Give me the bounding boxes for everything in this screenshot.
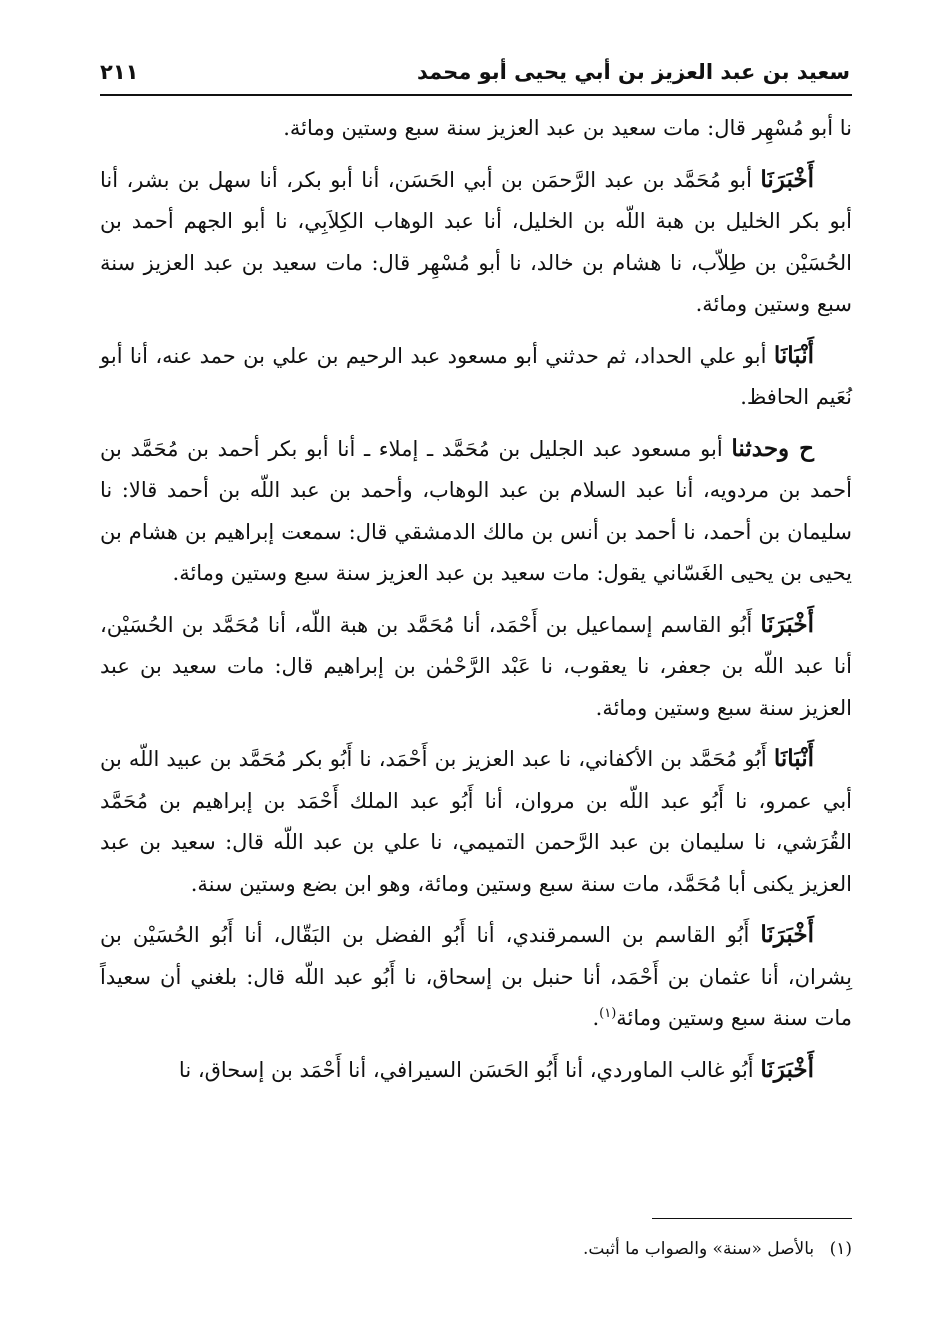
paragraph-text: أَبُو القاسم إسماعيل بن أَحْمَد، أنا مُحَمَّد بن هبة اللّه، أنا مُحَمَّد بن الحُسَيْن، أنا عبد اللّه بن جعفر، نا يعقوب، نا عَبْد الرَّحْمٰن بن إبراهيم قال: مات سعيد بن عبد العزيز سنة سبع وستين ومائة.	[100, 612, 852, 720]
footnote	[100, 1234, 852, 1264]
main-text	[100, 108, 852, 1100]
footnote-marker: (١)	[829, 1239, 852, 1259]
narration-keyword: أَنْبَانَا	[773, 341, 814, 369]
running-title: سعيد بن عبد العزيز بن أبي يحيى أبو محمد	[416, 60, 850, 84]
narration-keyword: أَنْبَانَا	[773, 745, 814, 772]
paragraph-7	[100, 914, 852, 1040]
narration-keyword: أَخْبَرَنَا	[760, 165, 814, 193]
narration-keyword: أَخْبَرَنَا	[760, 921, 814, 948]
paragraph-text: أَبُو مُحَمَّد بن الأكفاني، نا عبد العزيز بن أَحْمَد، نا أَبُو بكر مُحَمَّد بن عبيد اللّه بن أبي عمرو، نا أَبُو عبد اللّه بن مروان، أنا أَبُو عبد الملك أَحْمَد بن إبراهيم بن مُحَمَّد القُرَشي، نا سليمان بن عبد الرَّحمن التميمي، نا علي بن عبد اللّه قال: سعيد بن عبد العزيز يكنى أبا مُحَمَّد، مات سنة سبع وستين ومائة، وهو ابن بضع وستين سنة.	[100, 747, 852, 896]
paragraph-3	[100, 335, 852, 419]
footnote-rule	[652, 1218, 852, 1219]
paragraph-text: نا أبو مُسْهِر قال: مات سعيد بن عبد العزيز سنة سبع وستين ومائة.	[283, 116, 852, 140]
paragraph-text: أَبُو القاسم بن السمرقندي، أنا أَبُو الفضل بن البَقّال، أنا أَبُو الحُسَيْن بن بِشران، أنا عثمان بن أَحْمَد، أنا حنبل بن إسحاق، نا أَبُو عبد اللّه قال: بلغني أن سعيداً مات سنة سبع وستين ومائة	[100, 923, 852, 1030]
paragraph-1	[100, 108, 852, 150]
paragraph-tail: .	[592, 1006, 600, 1030]
footnote-reference[interactable]: (١)	[599, 1006, 617, 1021]
page-header	[100, 52, 850, 92]
paragraph-text: أبو مُحَمَّد بن عبد الرَّحمَن بن أبي الحَسَن، أنا أبو بكر، أنا سهل بن بشر، أنا أبو بكر الخليل بن هبة اللّه بن الخليل، أنا عبد الوهاب الكِلاَبِي، نا أبو الجهم أحمد بن الحُسَيْن بن طِلاّب، نا هشام بن خالد، نا أبو مُسْهِر قال: مات سعيد بن عبد العزيز سنة سبع وستين ومائة.	[100, 167, 852, 316]
paragraph-text: أبو مسعود عبد الجليل بن مُحَمَّد ـ إملاء ـ أنا أبو بكر أحمد بن مُحَمَّد بن أحمد بن مردويه، أنا عبد السلام بن عبد الوهاب، وأحمد بن عبد اللّه بن أحمد قالا: نا سليمان بن أحمد، نا أحمد بن أنس بن مالك الدمشقي قال: سمعت إبراهيم بن هشام بن يحيى بن يحيى الغَسّاني يقول: مات سعيد بن عبد العزيز سنة سبع وستين ومائة.	[100, 436, 852, 585]
page-number: ٢١١	[100, 60, 139, 84]
paragraph-2	[100, 159, 852, 326]
narration-keyword: أَخْبَرَنَا	[760, 1055, 814, 1083]
paragraph-6	[100, 738, 852, 905]
paragraph-text: أبو علي الحداد، ثم حدثني أبو مسعود عبد الرحيم بن علي بن حمد عنه، أنا أبو نُعَيم الحافظ.	[100, 343, 852, 409]
paragraph-4	[100, 428, 852, 595]
narration-keyword: أَخْبَرَنَا	[760, 610, 814, 638]
paragraph-5	[100, 604, 852, 730]
paragraph-8	[100, 1049, 852, 1092]
narration-keyword: ح وحدثنا	[731, 434, 814, 462]
header-rule	[100, 94, 852, 96]
footnote-text: بالأصل «سنة» والصواب ما أثبت.	[583, 1239, 815, 1259]
paragraph-text: أَبُو غالب الماوردي، أنا أَبُو الحَسَن السيرافي، أنا أَحْمَد بن إسحاق، نا	[178, 1057, 754, 1082]
